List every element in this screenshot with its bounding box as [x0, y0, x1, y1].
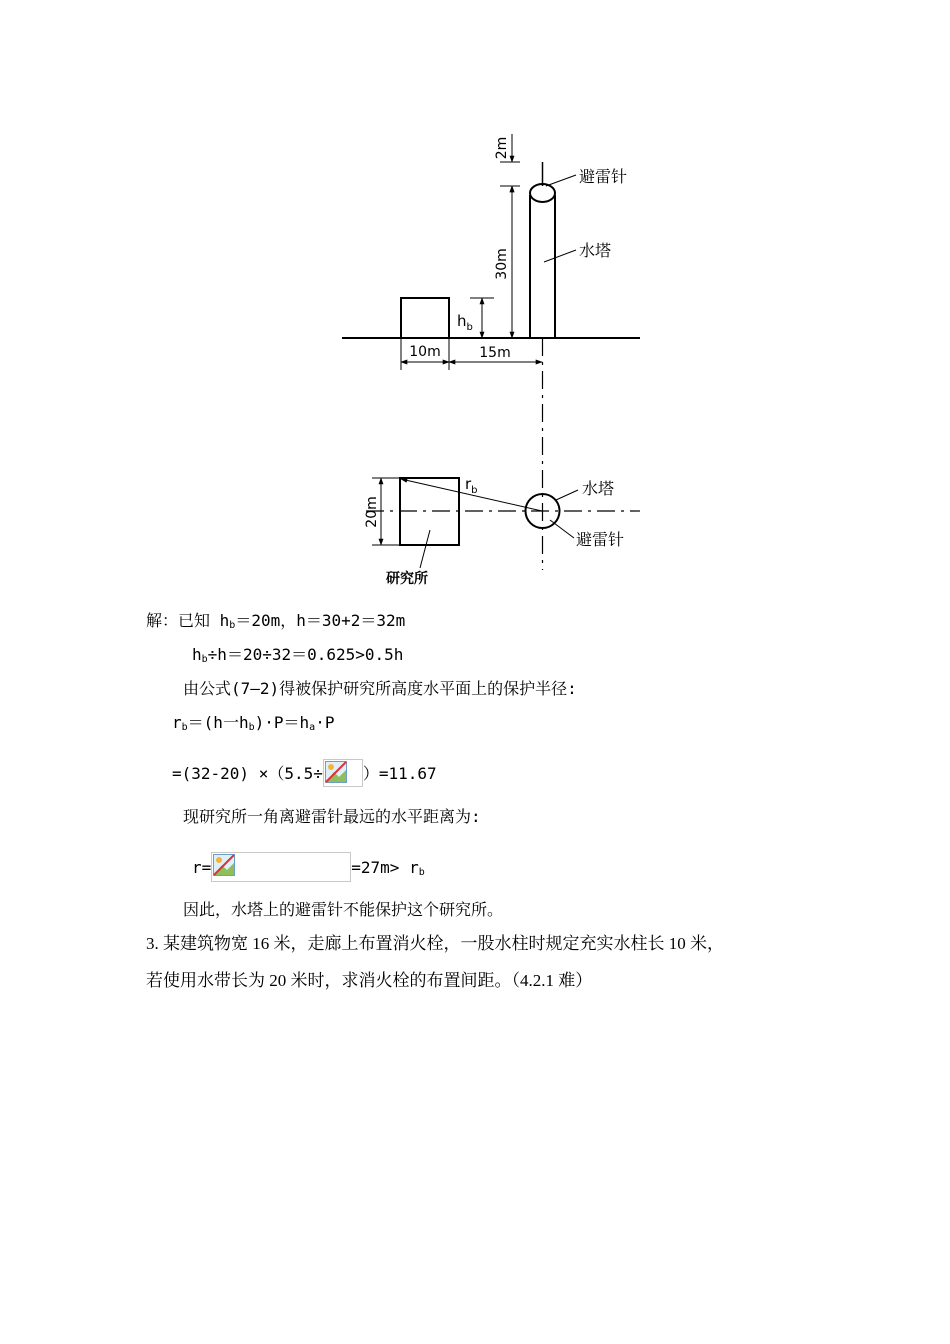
- question-line-1: 3. 某建筑物宽 16 米，走廊上布置消火栓，一股水柱时规定充实水柱长 10 米，: [146, 934, 724, 953]
- dim-30m-label: 30m: [494, 248, 510, 280]
- solution-line-4: $r_b=(h$一$h_b)\cdot P=h_a\cdot P$: [172, 713, 335, 733]
- broken-image-icon: [323, 759, 363, 787]
- dim-20m-label: 20m: [364, 496, 380, 528]
- solution-line-6: 现研究所一角离避雷针最远的水平距离为:: [183, 807, 481, 826]
- plan-rod-label: 避雷针: [576, 530, 625, 549]
- solution-line-1: 解：已知 $h_b=20m$，h＝30+2＝32m: [146, 611, 406, 631]
- lightning-protection-diagram: [0, 0, 950, 600]
- institute-label: 研究所: [386, 571, 428, 587]
- tower-label: 水塔: [579, 241, 612, 260]
- dim-10m-label: 10m: [409, 344, 441, 360]
- solution-line-2: $h_b\div h=20\div 32=0.625>0.5h$: [192, 645, 404, 665]
- solution-line-3: 由公式(7—2)得被保护研究所高度水平面上的保护半径:: [183, 679, 577, 698]
- rb-label: $r_b$: [465, 475, 478, 496]
- question-line-2: 若使用水带长为 20 米时，求消火栓的布置间距。（4.2.1 难）: [146, 971, 593, 990]
- hb-label: $h_b$: [457, 312, 473, 333]
- broken-image-icon: [211, 852, 351, 882]
- solution-line-8: 因此，水塔上的避雷针不能保护这个研究所。: [183, 900, 504, 919]
- institute-building-elevation: [401, 298, 449, 338]
- dim-2m-label: 2m: [494, 136, 510, 160]
- rod-label: 避雷针: [579, 167, 628, 186]
- plan-tower-label: 水塔: [582, 479, 615, 498]
- dim-15m-label: 15m: [479, 345, 511, 361]
- solution-line-7: r= $=27m> r_b$: [192, 852, 425, 883]
- water-tower-top: [530, 184, 555, 202]
- solution-line-5: =(32-20) ×（5.5÷ ）=11.67: [172, 759, 437, 787]
